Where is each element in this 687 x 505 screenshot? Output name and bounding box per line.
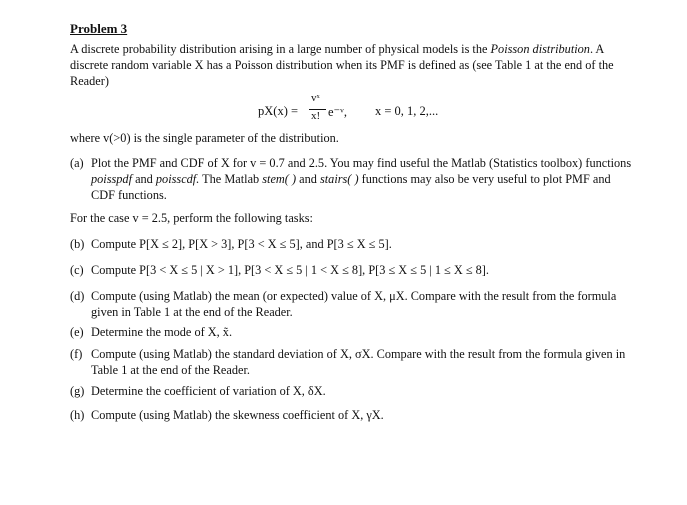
fn-poisspdf: poisspdf xyxy=(91,172,132,186)
part-d-label: (d) xyxy=(70,289,85,303)
part-a-mid: The Matlab xyxy=(199,172,263,186)
part-b-label: (b) xyxy=(70,237,85,251)
part-f-line1: Compute (using Matlab) the standard deviation of X, σX. Compare with the result from the formula given in xyxy=(91,347,626,361)
formula-exponential: e⁻ᵛ, xyxy=(328,105,347,119)
part-g-label: (g) xyxy=(70,384,85,398)
intro-text-b: . A discrete random variable X has a Poisson distribution when its PMF is defined as (see Table 1 at the end of the Reader) xyxy=(70,42,614,88)
where-line: where v(>0) is the single parameter of the distribution. xyxy=(70,131,339,145)
part-c xyxy=(70,263,489,278)
part-a-and2: and xyxy=(296,172,320,186)
part-d-line1: Compute (using Matlab) the mean (or expected) value of X, μX. Compare with the result from the formula xyxy=(91,289,617,303)
formula-lhs: pX(x) = xyxy=(258,104,299,118)
part-c-label: (c) xyxy=(70,263,84,277)
part-f xyxy=(70,347,625,362)
part-e-text: Determine the mode of X, x̃. xyxy=(91,325,233,339)
part-d-line2: given in Table 1 at the end of the Reader. xyxy=(91,305,293,319)
formula-denominator: x! xyxy=(311,110,321,122)
fn-stem: stem( ) xyxy=(262,172,297,186)
formula-numerator: vˣ xyxy=(311,92,320,104)
part-h-text: Compute (using Matlab) the skewness coefficient of X, γX. xyxy=(91,408,384,422)
fn-stairs: stairs( ) xyxy=(319,172,359,186)
part-a xyxy=(70,156,631,171)
part-d xyxy=(70,289,616,304)
part-a-line3: CDF functions. xyxy=(91,188,167,202)
part-f-line2: Table 1 at the end of the Reader. xyxy=(91,363,250,377)
intro-paragraph xyxy=(70,41,630,89)
part-g-text: Determine the coefficient of variation of X, δX. xyxy=(91,384,326,398)
part-a-line1: Plot the PMF and CDF of X for v = 0.7 and 2.5. You may find useful the Matlab (Statistics toolbox) functions xyxy=(91,156,632,170)
part-a-line2 xyxy=(91,172,611,187)
intro-term: Poisson distribution xyxy=(490,42,590,56)
part-e-label: (e) xyxy=(70,325,84,339)
intro-text-a: A discrete probability distribution arising in a large number of physical models is the xyxy=(70,42,491,56)
part-a-tail: functions may also be very useful to plot PMF and xyxy=(358,172,611,186)
part-b xyxy=(70,237,392,252)
part-h-label: (h) xyxy=(70,408,85,422)
part-h xyxy=(70,408,384,423)
part-f-label: (f) xyxy=(70,347,83,361)
pmf-formula xyxy=(258,92,458,130)
part-b-text: Compute P[X ≤ 2], P[X > 3], P[3 < X ≤ 5], and P[3 ≤ X ≤ 5]. xyxy=(91,237,392,251)
part-c-text: Compute P[3 < X ≤ 5 | X > 1], P[3 < X ≤ 5 | 1 < X ≤ 8], P[3 ≤ X ≤ 5 | 1 ≤ X ≤ 8]. xyxy=(91,263,489,277)
case-line: For the case v = 2.5, perform the following tasks: xyxy=(70,211,313,225)
formula-range: x = 0, 1, 2,... xyxy=(375,104,439,118)
part-a-label: (a) xyxy=(70,156,84,170)
problem-title: Problem 3 xyxy=(70,21,128,36)
part-a-and1: and xyxy=(132,172,156,186)
fn-poisscdf: poisscdf. xyxy=(155,172,200,186)
part-g xyxy=(70,384,326,399)
part-e xyxy=(70,325,232,340)
